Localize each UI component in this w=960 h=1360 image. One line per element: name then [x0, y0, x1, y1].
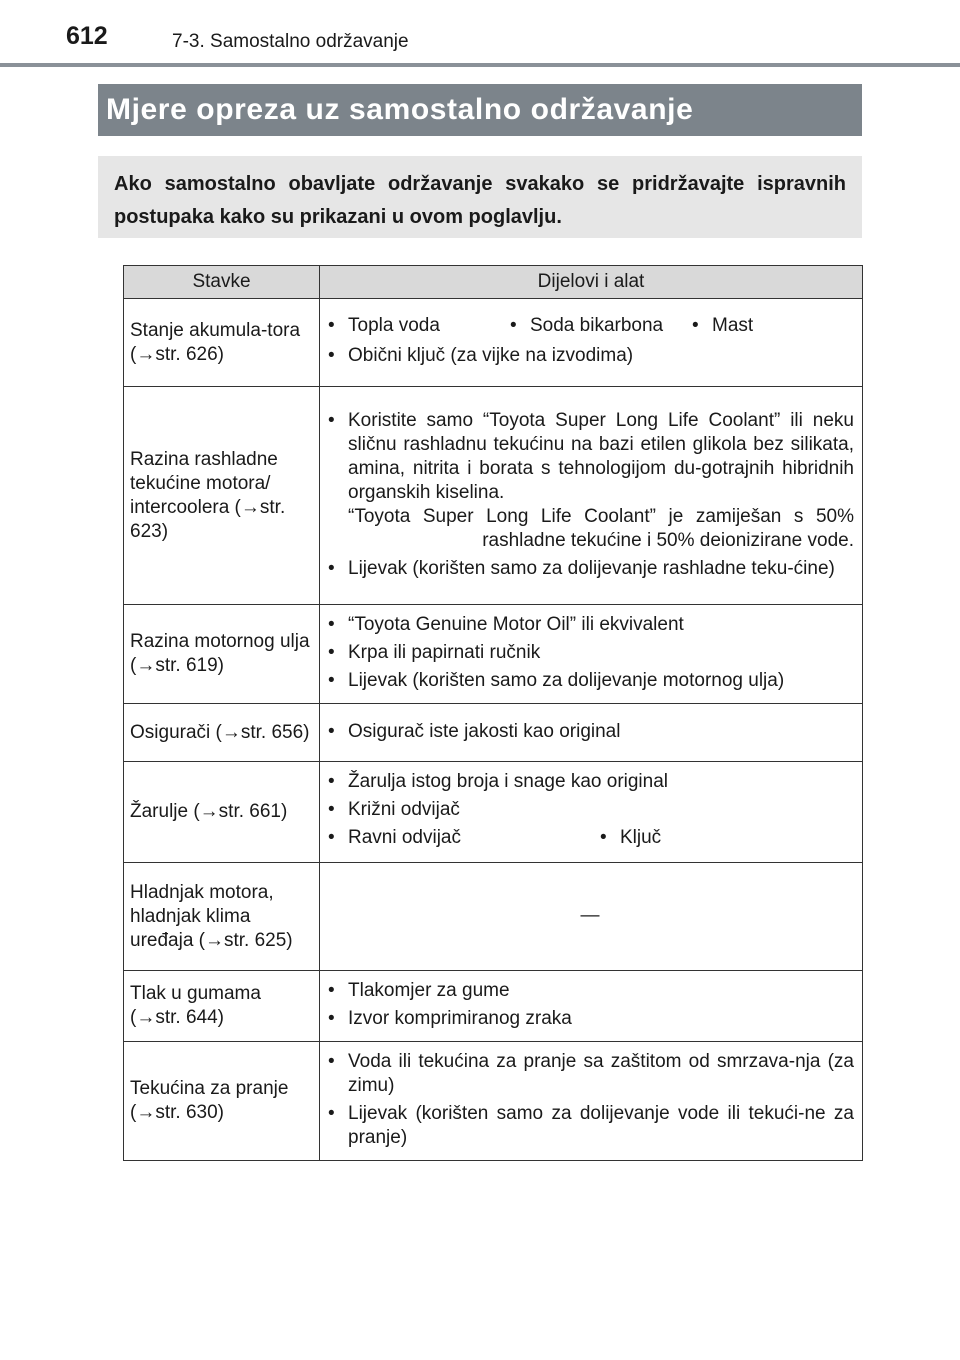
page-header: [66, 22, 896, 62]
intro-text: Ako samostalno obavljate održavanje svakako se pridržavajte ispravnih postupaka kako su prikazani u ovom poglavlju.: [114, 173, 846, 228]
list-item: • Mast: [690, 314, 832, 338]
section-title: 7-3. Samostalno održavanje: [172, 31, 409, 52]
list-item: • Krpa ili papirnati ručnik: [326, 641, 854, 665]
row-parts: [320, 1042, 863, 1161]
page-number: 612: [66, 22, 108, 50]
list-item: • Žarulja istog broja i snage kao original: [326, 770, 854, 794]
list-item: • Tlakomjer za gume: [326, 979, 854, 1003]
row-parts: [320, 605, 863, 704]
row-item: Tekućina za pranje (→str. 630): [124, 1042, 320, 1161]
row-parts: [320, 704, 863, 762]
table-header-row: [124, 266, 863, 299]
list-item: • Križni odvijač: [326, 798, 854, 822]
list-item: • Voda ili tekućina za pranje sa zaštitom od smrzava-nja (za zimu): [326, 1050, 854, 1098]
title-bar: [98, 84, 862, 136]
row-item: Razina rashladne tekućine motora/ intercoolera (→str. 623): [124, 387, 320, 605]
row-parts: —: [320, 863, 863, 971]
list-item: • Obični ključ (za vijke na izvodima): [326, 344, 854, 368]
table-row: [124, 1042, 863, 1161]
intro-box: [98, 156, 862, 238]
row-item: Stanje akumula-tora (→str. 626): [124, 299, 320, 387]
list-item: • Lijevak (korišten samo za dolijevanje rashladne teku-ćine): [326, 557, 854, 581]
table-row: [124, 971, 863, 1042]
list-item: • Ravni odvijač: [326, 826, 598, 850]
list-item: • Ključ: [598, 826, 740, 850]
list-item: • Topla voda: [326, 314, 508, 338]
row-parts: [320, 387, 863, 605]
table-row: [124, 863, 863, 971]
list-item: • Lijevak (korišten samo za dolijevanje vode ili tekući-ne za pranje): [326, 1102, 854, 1150]
table-row: [124, 605, 863, 704]
header-items: Stavke: [124, 266, 320, 299]
row-parts: [320, 971, 863, 1042]
row-item: Osigurači (→str. 656): [124, 704, 320, 762]
table-row: [124, 704, 863, 762]
row-item: Hladnjak motora, hladnjak klima uređaja (→str. 625): [124, 863, 320, 971]
table-row: [124, 299, 863, 387]
page-title: Mjere opreza uz samostalno održavanje: [106, 93, 694, 126]
row-item: Tlak u gumama (→str. 644): [124, 971, 320, 1042]
row-parts: [320, 299, 863, 387]
table-row: [124, 387, 863, 605]
list-item: [326, 409, 854, 553]
maintenance-table: [123, 265, 863, 1161]
list-item-note: “Toyota Super Long Life Coolant” je zamiješan s 50% rashladne tekućine i 50% deionizirane vode.: [348, 505, 854, 551]
list-item: • Soda bikarbona: [508, 314, 690, 338]
row-item: Razina motornog ulja (→str. 619): [124, 605, 320, 704]
header-rule: [0, 63, 960, 67]
list-item: • Izvor komprimiranog zraka: [326, 1007, 854, 1031]
table-row: [124, 762, 863, 863]
list-item: • Osigurač iste jakosti kao original: [326, 720, 854, 744]
row-parts: [320, 762, 863, 863]
list-item-text: • Koristite samo “Toyota Super Long Life Coolant” ili neku sličnu rashladnu tekućinu na bazi etilen glikola bez silikata, amina, nitrita i borata s tehnologijom du-gotrajnih hibridnih organskih kiselina.: [348, 409, 854, 503]
list-item: • Lijevak (korišten samo za dolijevanje motornog ulja): [326, 669, 854, 693]
list-item: • “Toyota Genuine Motor Oil” ili ekvivalent: [326, 613, 854, 637]
header-parts: Dijelovi i alat: [320, 266, 863, 299]
row-item: Žarulje (→str. 661): [124, 762, 320, 863]
